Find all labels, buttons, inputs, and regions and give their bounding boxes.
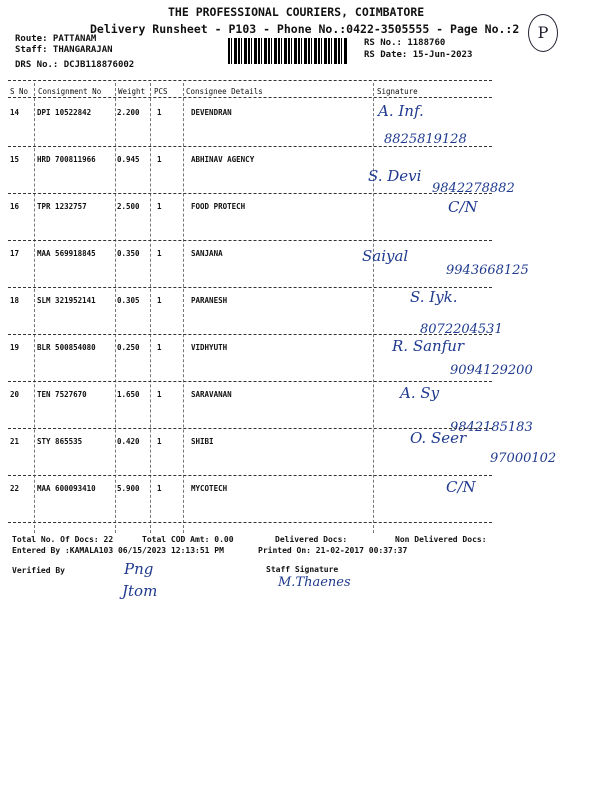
drs-number: DRS No.: DCJB118876002 [15,60,135,70]
route-label: Route: PATTANAM [15,34,97,44]
row-pcs: 1 [157,343,162,352]
row-consignment-no: STY 865535 [37,437,83,446]
staff-label: Staff: THANGARAJAN [15,45,113,55]
row-divider [8,146,492,147]
row-signature: C/N [448,198,478,216]
row-weight: 2.500 [117,202,140,211]
row-consignment-no: TPR 1232757 [37,202,87,211]
col-consignment: Consignment No [38,87,102,96]
entered-by: Entered By :KAMALA103 06/15/2023 12:13:51 PM [12,546,224,555]
row-pcs: 1 [157,296,162,305]
row-signature: C/N [446,478,476,496]
col-consignee: Consignee Details [186,87,263,96]
row-consignee: ABHINAV AGENCY [191,155,255,164]
row-weight: 0.250 [117,343,140,352]
verified-signature-2: Jtom [122,582,158,600]
row-sno: 18 [10,296,20,305]
total-docs: Total No. Of Docs: 22 [12,535,114,544]
col-signature: Signature [377,87,418,96]
runsheet-subtitle: Delivery Runsheet - P103 - Phone No.:0422-3505555 - Page No.:2 [90,22,520,36]
row-weight: 0.420 [117,437,140,446]
row-divider [8,240,492,241]
row-signature-phone: 9842185183 [450,420,533,435]
col-pcs: PCS [154,87,168,96]
total-cod: Total COD Amt: 0.00 [142,535,234,544]
row-pcs: 1 [157,202,162,211]
row-consignment-no: MAA 569918845 [37,249,96,258]
row-sno: 16 [10,202,20,211]
row-sno: 14 [10,108,20,117]
row-consignee: DEVENDRAN [191,108,232,117]
row-weight: 5.900 [117,484,140,493]
row-pcs: 1 [157,484,162,493]
row-signature-phone: 9842278882 [432,181,515,196]
row-sno: 21 [10,437,20,446]
col-weight: Weight [118,87,146,96]
row-consignment-no: SLM 321952141 [37,296,96,305]
row-consignment-no: MAA 600093410 [37,484,96,493]
staff-signature-label: Staff Signature [266,565,339,574]
printed-on: Printed On: 21-02-2017 00:37:37 [258,546,408,555]
row-consignee: SARAVANAN [191,390,232,399]
row-signature: S. Iyk. [410,288,458,306]
row-signature: O. Seer [410,429,467,447]
row-pcs: 1 [157,437,162,446]
staff-signature: M.Thaenes [278,575,351,590]
row-pcs: 1 [157,108,162,117]
company-title: THE PROFESSIONAL COURIERS, COIMBATORE [168,5,425,19]
row-sno: 22 [10,484,20,493]
row-consignment-no: HRD 700811966 [37,155,96,164]
row-signature: S. Devi [368,167,422,185]
rs-date: RS Date: 15-Jun-2023 [364,50,473,60]
row-consignee: FOOD PROTECH [191,202,246,211]
row-consignee: PARANESH [191,296,228,305]
row-weight: 0.350 [117,249,140,258]
circle-mark: P [528,14,558,52]
row-sno: 17 [10,249,20,258]
row-signature: R. Sanfur [392,337,465,355]
row-signature-phone: 8825819128 [384,132,467,147]
row-signature-phone: 97000102 [490,451,557,466]
delivered-docs: Delivered Docs: [275,535,348,544]
row-signature-phone: 9094129200 [450,363,533,378]
row-sno: 20 [10,390,20,399]
row-signature-phone: 9943668125 [446,263,529,278]
row-signature: Saiyal [362,247,409,265]
row-weight: 0.305 [117,296,140,305]
row-signature: A. Inf. [378,102,424,120]
row-divider [8,522,492,523]
row-consignee: MYCOTECH [191,484,228,493]
row-signature: A. Sy [400,384,440,402]
row-weight: 1.650 [117,390,140,399]
rs-number: RS No.: 1188760 [364,38,446,48]
row-pcs: 1 [157,155,162,164]
non-delivered-docs: Non Delivered Docs: [395,535,487,544]
row-consignment-no: BLR 500854080 [37,343,96,352]
row-sno: 19 [10,343,20,352]
barcode-image [228,38,348,64]
row-divider [8,381,492,382]
row-signature-phone: 8072204531 [420,322,503,337]
row-consignment-no: TEN 7527670 [37,390,87,399]
row-pcs: 1 [157,249,162,258]
row-consignee: SANJANA [191,249,223,258]
row-divider [8,475,492,476]
row-consignee: VIDHYUTH [191,343,228,352]
row-consignment-no: DPI 10522842 [37,108,92,117]
verified-by-label: Verified By [12,566,65,575]
row-pcs: 1 [157,390,162,399]
row-consignee: SHIBI [191,437,214,446]
row-sno: 15 [10,155,20,164]
col-sno: S No [10,87,29,96]
row-weight: 0.945 [117,155,140,164]
verified-signature: Png [124,560,154,578]
row-divider [8,334,492,335]
row-divider [8,193,492,194]
row-weight: 2.200 [117,108,140,117]
